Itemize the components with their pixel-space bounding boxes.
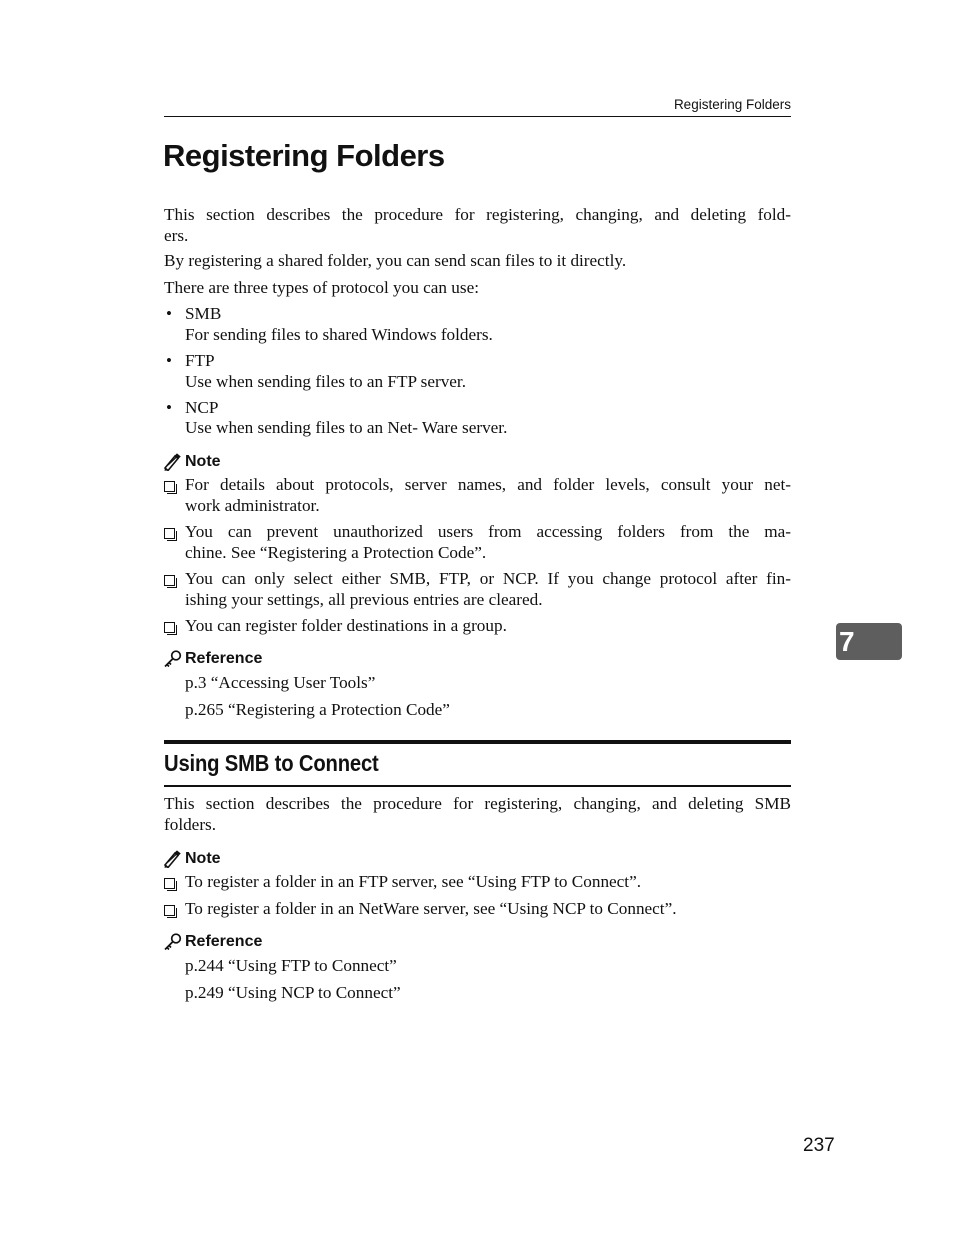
note-heading [163, 848, 221, 870]
protocol-smb-name: SMB [185, 304, 222, 323]
note-item-line-1: You can only select either SMB, FTP, or NCP. If you change protocol after fin- [185, 569, 791, 588]
note-item: To register a folder in an NetWare server, see “Using NCP to Connect”. [185, 899, 677, 918]
reference-link[interactable]: p.244 “Using FTP to Connect” [185, 956, 397, 975]
reference-link[interactable]: p.3 “Accessing User Tools” [185, 673, 376, 692]
note-item-line-1: For details about protocols, server names, and folder levels, consult your net- [185, 475, 791, 494]
reference-link[interactable]: p.265 “Registering a Protection Code” [185, 700, 450, 719]
note-item-line-2: chine. See “Registering a Protection Code”. [185, 542, 487, 562]
section-paragraph-line-2: folders. [164, 814, 217, 834]
intro-paragraph-1 [164, 205, 791, 246]
reference-heading [163, 648, 262, 670]
chapter-tab: 7 [836, 623, 902, 660]
note-label: Note [185, 850, 221, 867]
reference-link[interactable]: p.249 “Using NCP to Connect” [185, 983, 401, 1002]
section-paragraph [164, 794, 791, 835]
reference-label: Reference [185, 650, 263, 667]
protocol-ftp-name: FTP [185, 351, 215, 370]
protocol-ftp-desc: Use when sending files to an FTP server. [185, 372, 466, 391]
note-item-line-1: You can prevent unauthorized users from accessing folders from the ma- [185, 522, 791, 541]
checkbox-icon [164, 878, 175, 889]
note-item: You can register folder destinations in a group. [185, 616, 507, 635]
key-icon [163, 649, 183, 669]
bullet-icon: • [166, 351, 172, 370]
note-heading [163, 451, 221, 473]
protocol-ncp-desc: Use when sending files to an Net- Ware server. [185, 418, 508, 437]
note-item [185, 522, 791, 563]
intro-paragraph-1-line-1: This section describes the procedure for registering, changing, and deleting fold- [164, 205, 791, 224]
page-number: 237 [803, 1135, 835, 1156]
reference-heading [163, 931, 262, 953]
note-item [185, 475, 791, 516]
reference-label: Reference [185, 933, 263, 950]
checkbox-icon [164, 622, 175, 633]
key-icon [163, 932, 183, 952]
note-item-line-2: work administrator. [185, 495, 320, 515]
intro-paragraph-2: By registering a shared folder, you can send scan files to it directly. [164, 251, 627, 270]
section-title: Using SMB to Connect [164, 750, 379, 776]
running-header [164, 96, 791, 117]
pencil-icon [163, 453, 183, 471]
intro-paragraph-1-line-2: ers. [164, 225, 189, 245]
protocol-smb-desc: For sending files to shared Windows folders. [185, 325, 493, 344]
note-item: To register a folder in an FTP server, see “Using FTP to Connect”. [185, 872, 642, 891]
bullet-icon: • [166, 304, 172, 323]
intro-paragraph-3: There are three types of protocol you can use: [164, 278, 479, 297]
note-item [185, 569, 791, 610]
note-item-line-2: ishing your settings, all previous entries are cleared. [185, 589, 543, 609]
note-label: Note [185, 453, 221, 470]
checkbox-icon [164, 905, 175, 916]
section-paragraph-line-1: This section describes the procedure for registering, changing, and deleting SMB [164, 794, 791, 813]
running-header-title: Registering Folders [673, 97, 791, 112]
checkbox-icon [164, 481, 175, 492]
protocol-ncp-name: NCP [185, 398, 219, 417]
section-rule-top [164, 740, 791, 744]
page-title: Registering Folders [163, 138, 445, 173]
checkbox-icon [164, 528, 175, 539]
pencil-icon [163, 850, 183, 868]
bullet-icon: • [166, 398, 172, 417]
section-rule-bottom [164, 785, 791, 787]
checkbox-icon [164, 575, 175, 586]
